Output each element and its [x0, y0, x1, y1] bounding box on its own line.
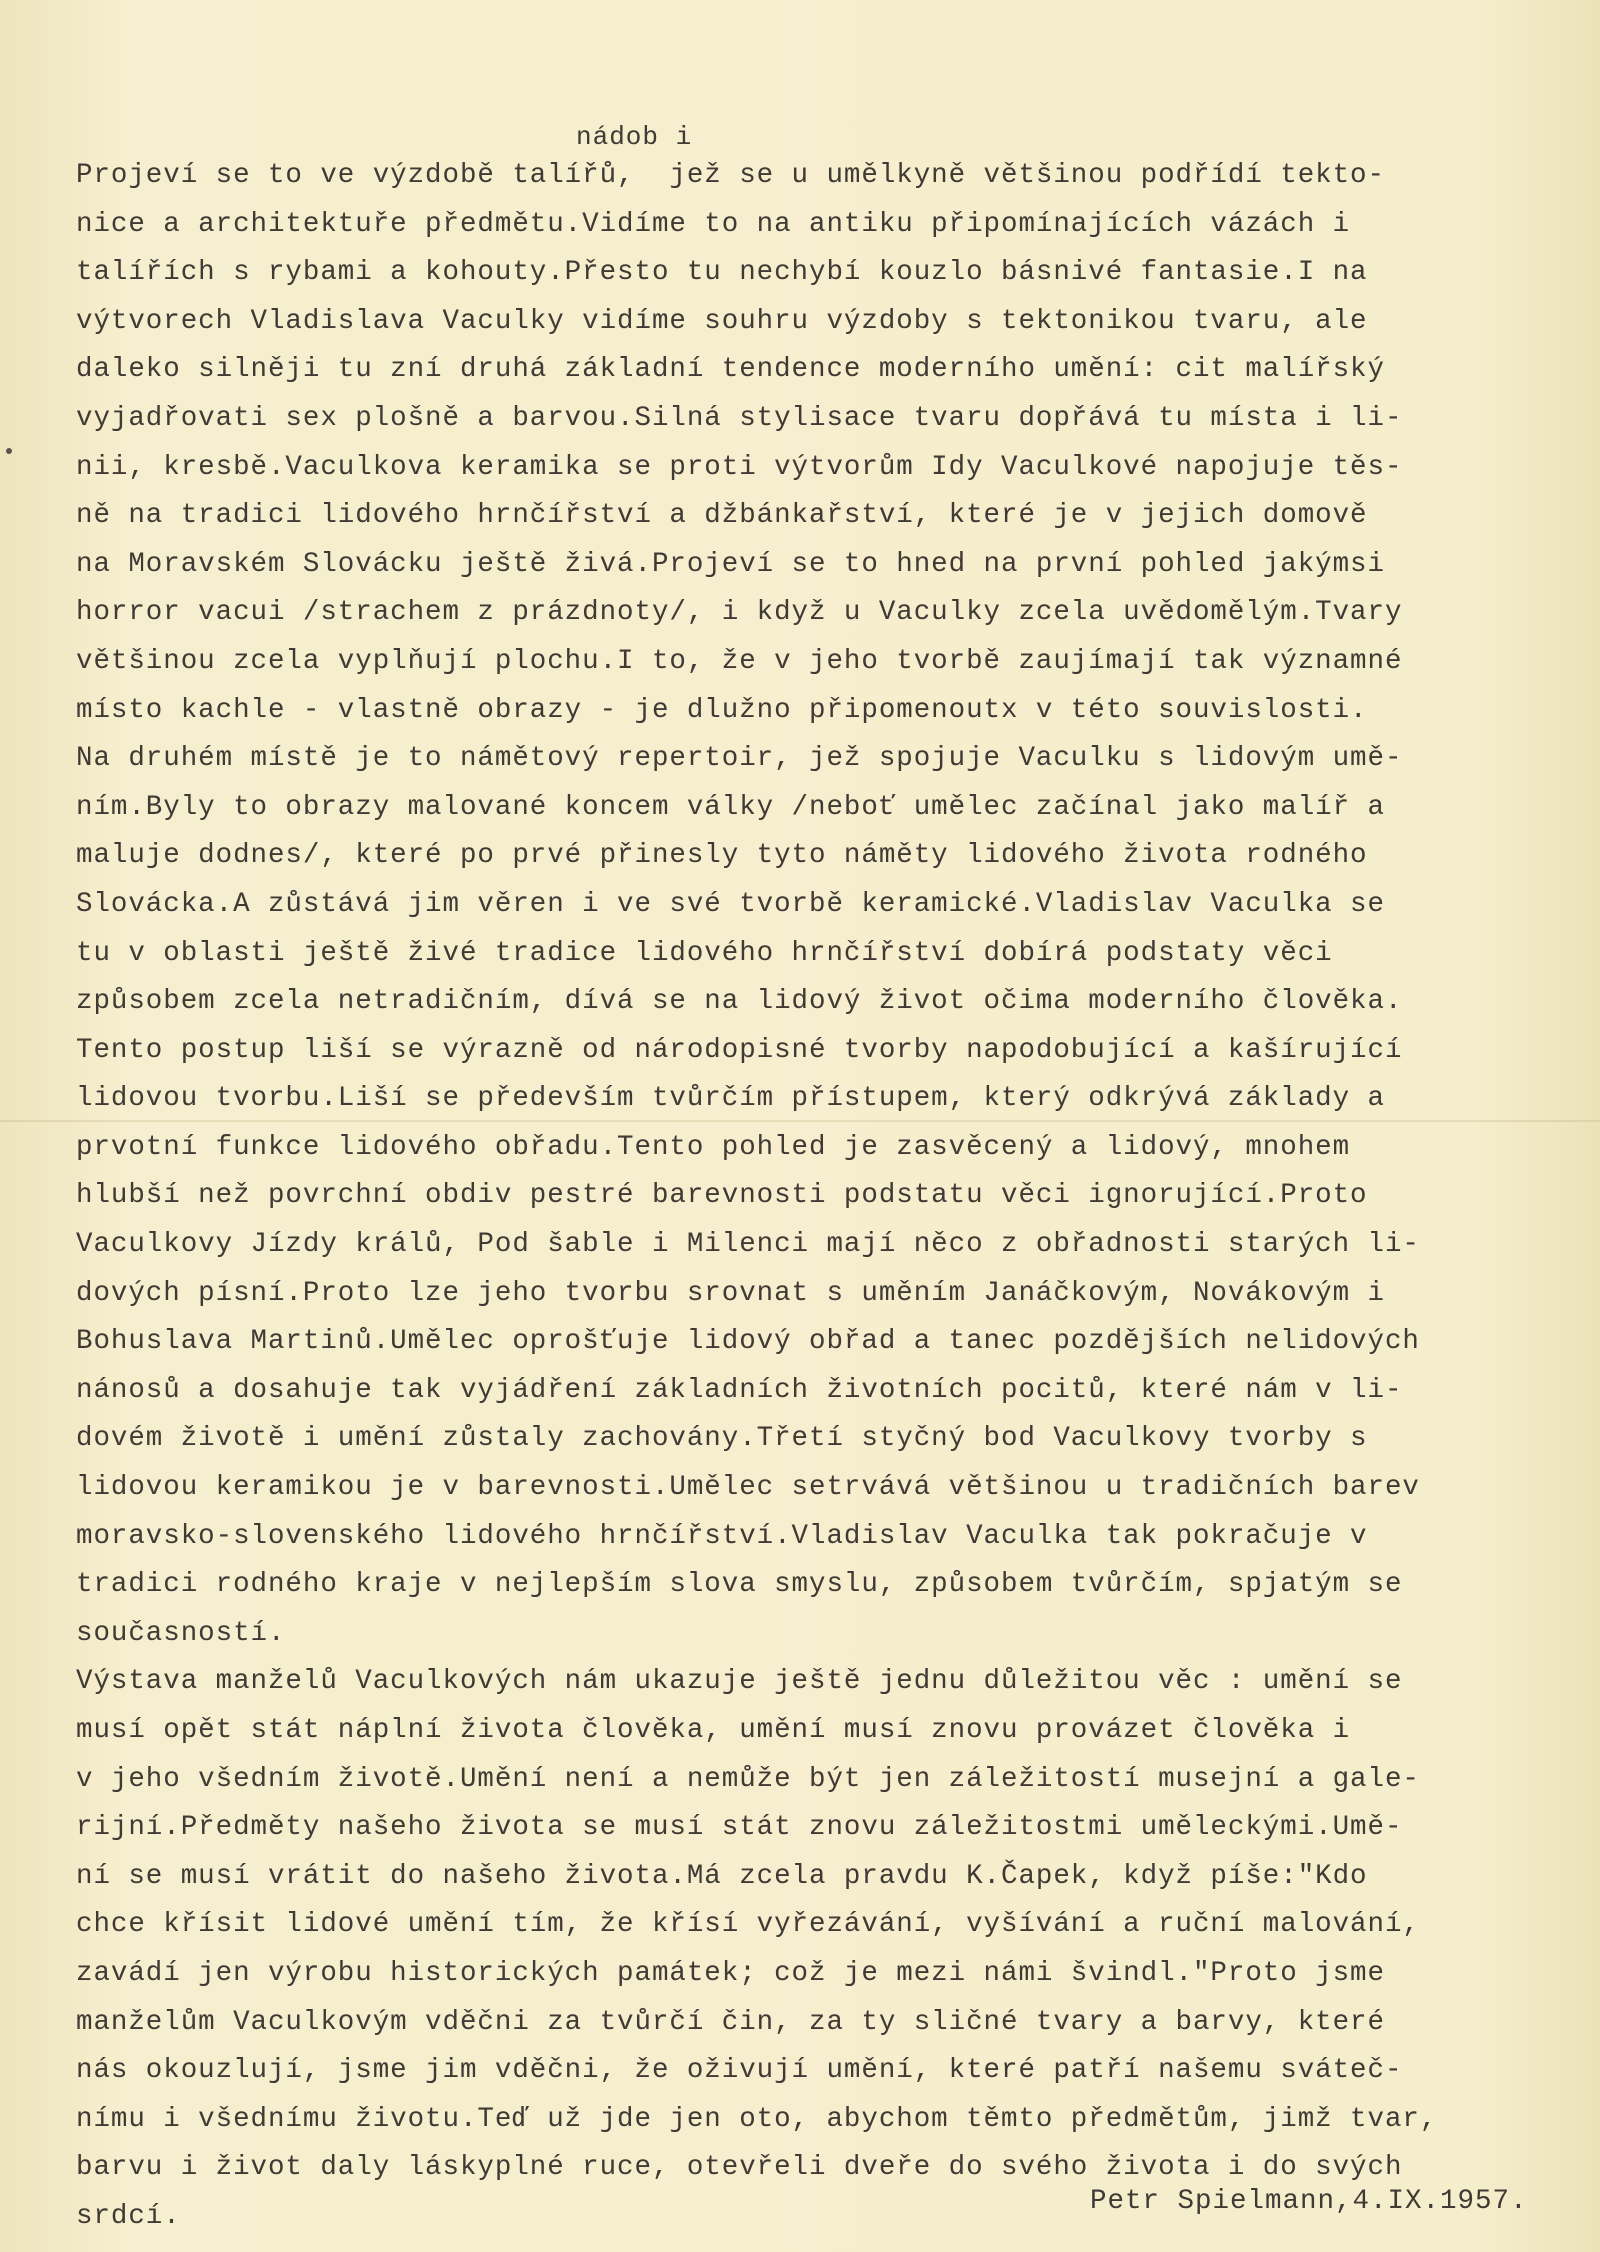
- text-line: talířích s rybami a kohouty.Přesto tu nechybí kouzlo básnivé fantasie.I na: [76, 257, 1368, 289]
- text-line: současností.: [76, 1617, 286, 1649]
- text-line: zavádí jen výrobu historických památek; což je mezi námi švindl."Proto jsme: [76, 1957, 1385, 1989]
- text-line: Tento postup liší se výrazně od národopisné tvorby napodobující a kašírující: [76, 1034, 1403, 1066]
- text-line: manželům Vaculkovým vděčni za tvůrčí čin, za ty sličné tvary a barvy, které: [76, 2006, 1385, 2038]
- text-line: maluje dodnes/, které po prvé přinesly tyto náměty lidového života rodného: [76, 840, 1368, 872]
- text-line: většinou zcela vyplňují plochu.I to, že v jeho tvorbě zaujímají tak významné: [76, 645, 1403, 677]
- text-line: rijní.Předměty našeho života se musí stát znovu záležitostmi uměleckými.Umě-: [76, 1812, 1403, 1844]
- text-line: lidovou keramikou je v barevnosti.Umělec setrvává většinou u tradičních barev: [76, 1472, 1420, 1504]
- text-line: Vaculkovy Jízdy králů, Pod šable i Milenci mají něco z obřadnosti starých li-: [76, 1229, 1420, 1261]
- text-line: nás okouzlují, jsme jim vděčni, že oživují umění, které patří našemu sváteč-: [76, 2055, 1403, 2087]
- text-line: srdcí.: [76, 2200, 181, 2232]
- text-line: Výstava manželů Vaculkových nám ukazuje ještě jednu důležitou věc : umění se: [76, 1666, 1403, 1698]
- text-line: na Moravském Slovácku ještě živá.Projeví se to hned na první pohled jakýmsi: [76, 548, 1385, 580]
- text-line: dovém životě i umění zůstaly zachovány.Třetí styčný bod Vaculkovy tvorby s: [76, 1423, 1368, 1455]
- text-line: nii, kresbě.Vaculkova keramika se proti výtvorům Idy Vaculkové napojuje těs-: [76, 451, 1403, 483]
- text-line: tradici rodného kraje v nejlepším slova smyslu, způsobem tvůrčím, spjatým se: [76, 1569, 1403, 1601]
- text-line: v jeho všedním životě.Umění není a nemůže být jen záležitostí musejní a gale-: [76, 1763, 1420, 1795]
- text-line: místo kachle - vlastně obrazy - je dlužno připomenoutx v této souvislosti.: [76, 694, 1368, 726]
- text-line: Slovácka.A zůstává jim věren i ve své tvorbě keramické.Vladislav Vaculka se: [76, 888, 1385, 920]
- text-line: lidovou tvorbu.Liší se především tvůrčím přístupem, který odkrývá základy a: [76, 1083, 1385, 1115]
- text-line: ní se musí vrátit do našeho života.Má zcela pravdu K.Čapek, když píše:"Kdo: [76, 1860, 1368, 1892]
- text-line: barvu i život daly láskyplné ruce, otevřeli dveře do svého života i do svých: [76, 2152, 1403, 2184]
- text-line: moravsko-slovenského lidového hrnčířství.Vladislav Vaculka tak pokračuje v: [76, 1520, 1368, 1552]
- text-line: musí opět stát náplní života člověka, umění musí znovu provázet člověka i: [76, 1715, 1351, 1746]
- text-line: hlubší než povrchní obdiv pestré barevnosti podstatu věci ignorující.Proto: [76, 1180, 1368, 1212]
- text-line: dových písní.Proto lze jeho tvorbu srovnat s uměním Janáčkovým, Novákovým i: [76, 1277, 1385, 1309]
- text-line: vyjadřovati sex plošně a barvou.Silná stylisace tvaru dopřává tu místa i li-: [76, 402, 1403, 434]
- text-line: Na druhém místě je to námětový repertoir, jež spojuje Vaculku s lidovým umě-: [76, 743, 1403, 775]
- text-line: nice a architektuře předmětu.Vidíme to na antiku připomínajících vázách i: [76, 208, 1351, 240]
- text-line: tu v oblasti ještě živé tradice lidového hrnčířství dobírá podstaty věci: [76, 937, 1333, 969]
- text-line: způsobem zcela netradičním, dívá se na lidový život očima moderního člověka.: [76, 986, 1403, 1018]
- text-line: chce křísit lidové umění tím, že křísí vyřezávání, vyšívání a ruční malování,: [76, 1909, 1420, 1941]
- ink-spot: [6, 448, 12, 454]
- text-line: ně na tradici lidového hrnčířství a džbánkařství, které je v jejich domově: [76, 500, 1368, 532]
- typed-text-body: [76, 152, 1596, 2242]
- text-line: nímu i všednímu životu.Teď už jde jen oto, abychom těmto předmětům, jimž tvar,: [76, 2103, 1438, 2135]
- text-line: horror vacui /strachem z prázdnoty/, i když u Vaculky zcela uvědomělým.Tvary: [76, 597, 1403, 629]
- text-line: daleko silněji tu zní druhá základní tendence moderního umění: cit malířský: [76, 354, 1385, 386]
- text-line: výtvorech Vladislava Vaculky vidíme souhru výzdoby s tektonikou tvaru, ale: [76, 305, 1368, 337]
- text-line: prvotní funkce lidového obřadu.Tento pohled je zasvěcený a lidový, mnohem: [76, 1131, 1351, 1163]
- text-line: Bohuslava Martinů.Umělec oprošťuje lidový obřad a tanec pozdějších nelidových: [76, 1326, 1420, 1358]
- handwritten-insertion: nádob i: [576, 122, 693, 152]
- author-signature-line: Petr Spielmann,4.IX.1957.: [1090, 2186, 1528, 2217]
- text-line: nánosů a dosahuje tak vyjádření základních životních pocitů, které nám v li-: [76, 1374, 1403, 1406]
- text-line: Projeví se to ve výzdobě talířů, jež se u umělkyně většinou podřídí tekto-: [76, 160, 1385, 191]
- text-line: ním.Byly to obrazy malované koncem války /neboť umělec začínal jako malíř a: [76, 791, 1385, 823]
